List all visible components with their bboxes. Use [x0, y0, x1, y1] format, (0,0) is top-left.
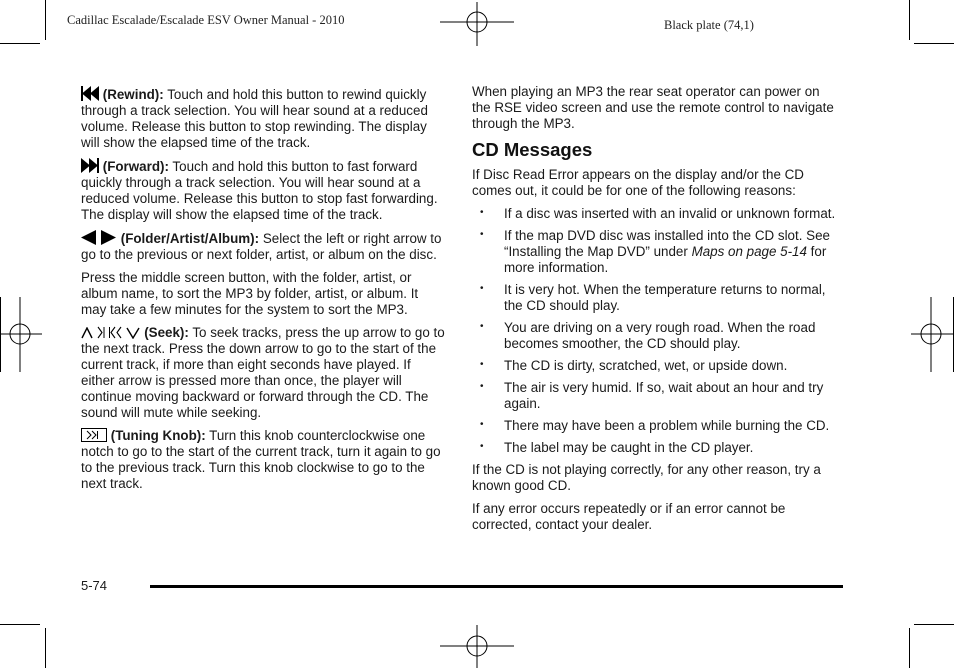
rewind-paragraph: [81, 86, 446, 151]
crop-mark: [909, 628, 910, 668]
list-item: • If a disc was inserted with an invalid or unknown format.: [480, 206, 836, 221]
section-heading: CD Messages: [472, 139, 593, 160]
plate-label: Black plate (74,1): [664, 18, 754, 32]
tuning-knob-icon: [81, 428, 107, 442]
list-item: • If the map DVD disc was installed into the CD slot. See “Installing the Map DVD” under Maps on page 5-14 for more information.: [480, 228, 830, 275]
tuning-text: Turn this knob counterclockwise one notch to go to the start of the current track, turn it again to go to the previous track. Turn this knob clockwise to go to the next track.: [81, 428, 441, 491]
folder-text: Select the left or right arrow to go to the previous or next folder, artist, or album on the disc.: [81, 231, 442, 262]
seek-down-icon: [126, 327, 140, 339]
manual-title: Cadillac Escalade/Escalade ESV Owner Manual - 2010: [67, 13, 345, 27]
left-column: [81, 86, 446, 499]
reasons-list: [472, 206, 840, 456]
registration-mark-right: [911, 297, 954, 372]
crop-mark: [914, 43, 954, 44]
forward-label: (Forward):: [102, 159, 169, 174]
tuning-label: (Tuning Knob):: [110, 428, 206, 443]
known-good-cd-paragraph: If the CD is not playing correctly, for any other reason, try a known good CD.: [472, 462, 821, 493]
list-item: • The label may be caught in the CD player.: [480, 440, 754, 455]
registration-mark-left: [0, 297, 42, 372]
list-item: • The CD is dirty, scratched, wet, or upside down.: [480, 358, 788, 373]
registration-mark-top: [440, 2, 514, 46]
contact-dealer-paragraph: If any error occurs repeatedly or if an error cannot be corrected, contact your dealer.: [472, 501, 786, 532]
list-item: • The air is very humid. If so, wait about an hour and try again.: [480, 380, 824, 411]
rewind-text: Touch and hold this button to rewind quickly through a track selection. You will hear sound at a reduced volume. Release this button to stop rewinding. The display will show the elapsed time of the track.: [81, 87, 428, 150]
forward-text: Touch and hold this button to fast forward quickly through a track selection. You will hear sound at a reduced volume. Release this button to stop fast forwarding. The display will show the elapsed time of the track.: [81, 159, 438, 222]
crop-mark: [914, 624, 954, 625]
crop-mark: [45, 628, 46, 668]
list-item: • You are driving on a very rough road. When the road becomes smoother, the CD should play.: [480, 320, 816, 351]
registration-mark-bottom: [440, 625, 514, 668]
mp3-rse-paragraph: When playing an MP3 the rear seat operator can power on the RSE video screen and use the remote control to navigate through the MP3.: [472, 84, 834, 131]
crop-mark: [909, 0, 910, 40]
page-number: 5-74: [81, 578, 108, 593]
folder-label: (Folder/Artist/Album):: [120, 231, 260, 246]
forward-paragraph: [81, 158, 446, 223]
list-item: • There may have been a problem while burning the CD.: [480, 418, 830, 433]
seek-paragraph: [81, 325, 446, 421]
disc-read-error-paragraph: If Disc Read Error appears on the display and/or the CD comes out, it could be for one of the following reasons:: [472, 167, 804, 198]
rewind-icon: [81, 86, 99, 101]
folder-paragraph: [81, 230, 446, 263]
fast-forward-icon: [81, 158, 99, 173]
crop-mark: [0, 624, 40, 625]
seek-track-icon: [97, 326, 123, 339]
seek-up-icon: [81, 327, 93, 339]
middle-button-paragraph: Press the middle screen button, with the folder, artist, or album name, to sort the MP3 by folder, artist, or album. It may take a few minutes for the system to sort the MP3.: [81, 270, 419, 317]
footer-rule: [150, 585, 843, 588]
list-item: • It is very hot. When the temperature returns to normal, the CD should play.: [480, 282, 826, 313]
rewind-label: (Rewind):: [102, 87, 164, 102]
crop-mark: [0, 43, 40, 44]
seek-text: To seek tracks, press the up arrow to go to the next track. Press the down arrow to go to the start of the current track, if more than eight seconds have played. If either arrow is pressed more than once, the player will continue moving backward or forward through the CD. The sound will mute while seeking.: [81, 325, 445, 420]
left-right-arrows-icon: [81, 230, 117, 245]
right-column: [472, 84, 840, 540]
tuning-paragraph: [81, 428, 446, 492]
crop-mark: [45, 0, 46, 40]
seek-label: (Seek):: [144, 325, 189, 340]
map-reference: Maps on page 5-14: [691, 244, 807, 259]
